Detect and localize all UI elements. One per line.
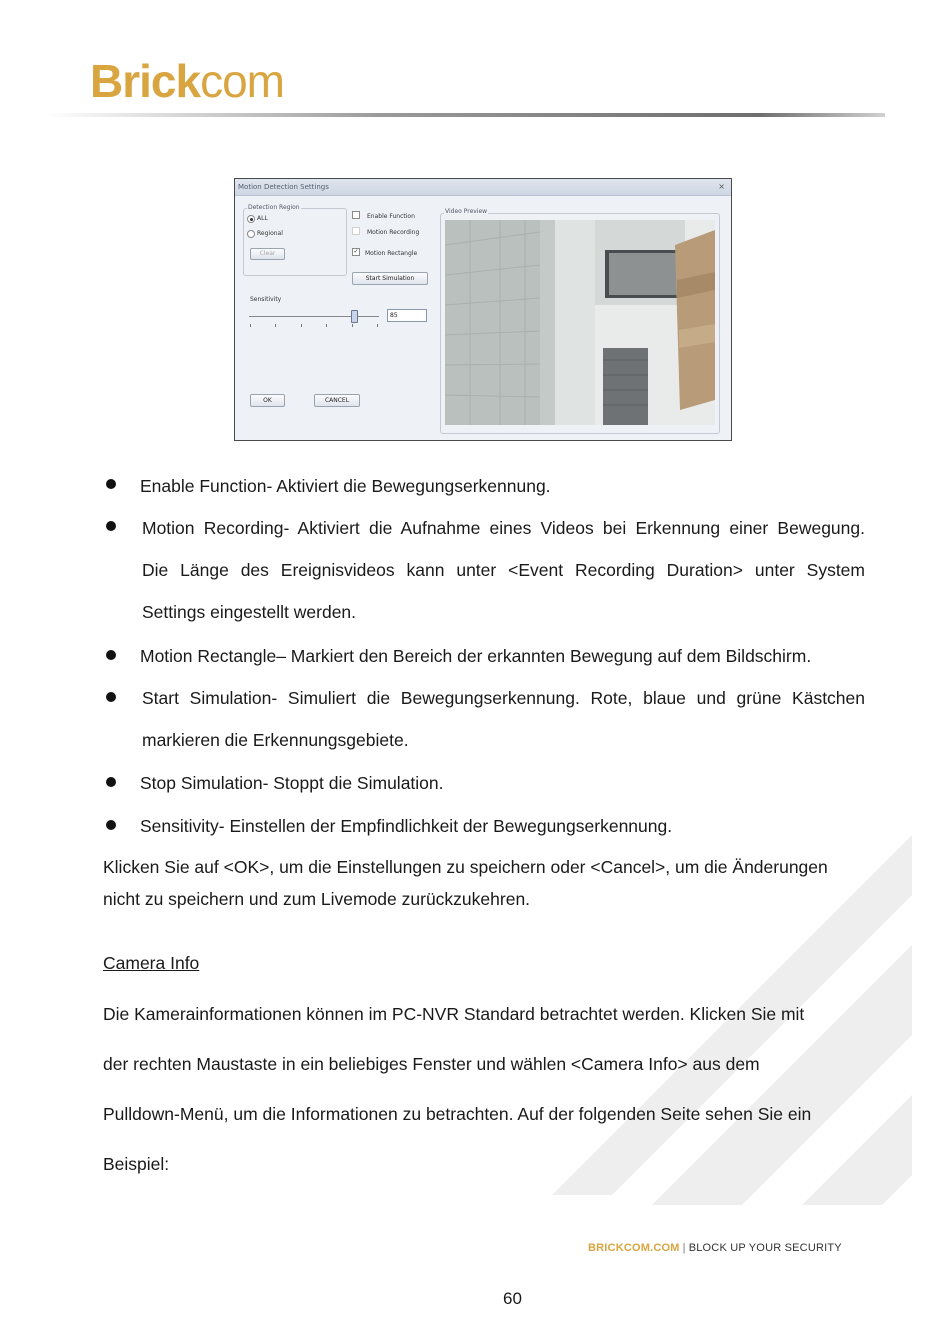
motion-rectangle-checkbox[interactable]: ✓ — [353, 248, 359, 255]
sensitivity-label: Sensitivity — [250, 296, 282, 303]
slider-tick — [301, 324, 302, 327]
sensitivity-slider-thumb[interactable] — [351, 310, 358, 323]
bullet-icon — [106, 820, 116, 830]
sensitivity-input[interactable]: 85 — [387, 309, 427, 322]
list-item: Motion Rectangle– Markiert den Bereich der erkannten Bewegung auf dem Bildschirm. — [140, 646, 812, 666]
enable-function-label: Enable Function — [367, 213, 415, 220]
radio-regional-label: Regional — [257, 230, 283, 237]
clear-button[interactable]: Clear — [250, 248, 285, 260]
list-item: Enable Function- Aktiviert die Bewegungserkennung. — [140, 476, 551, 496]
start-simulation-button[interactable]: Start Simulation — [352, 272, 428, 285]
list-item: Motion Recording- Aktiviert die Aufnahme eines Videos bei Erkennung einer Bewegung. — [142, 518, 865, 538]
list-item-continuation: Settings eingestellt werden. — [142, 602, 357, 622]
slider-tick — [377, 324, 378, 327]
background-watermark — [552, 835, 912, 1225]
page-number: 60 — [503, 1289, 522, 1308]
dialog-title: Motion Detection Settings — [238, 183, 329, 191]
footer-site: BRICKCOM.COM — [588, 1242, 680, 1254]
list-item: Stop Simulation- Stoppt die Simulation. — [140, 773, 444, 793]
section-paragraph-line: Beispiel: — [103, 1154, 170, 1174]
cancel-button[interactable]: CANCEL — [314, 394, 360, 407]
closing-paragraph-line: Klicken Sie auf <OK>, um die Einstellungen zu speichern oder <Cancel>, um die Änderungen — [103, 857, 828, 877]
motion-recording-checkbox[interactable] — [352, 227, 360, 235]
bullet-icon — [106, 650, 116, 660]
section-paragraph-line: Die Kamerainformationen können im PC-NVR Standard betrachtet werden. Klicken Sie mit — [103, 1004, 805, 1024]
slider-tick — [250, 324, 251, 327]
logo-bold-text: Brick — [90, 55, 201, 107]
slider-tick — [275, 324, 276, 327]
footer-brand — [588, 1242, 842, 1254]
sensitivity-slider-track[interactable] — [249, 316, 379, 317]
slider-tick — [326, 324, 327, 327]
bullet-icon — [106, 777, 116, 787]
closing-paragraph-line: nicht zu speichern und zum Livemode zurückzukehren. — [103, 889, 531, 909]
bullet-icon — [106, 521, 116, 531]
radio-regional[interactable] — [247, 230, 255, 238]
detection-region-title: Detection Region — [248, 204, 300, 211]
motion-detection-dialog — [234, 178, 732, 441]
video-preview-title: Video Preview — [445, 208, 488, 215]
ok-button[interactable]: OK — [250, 394, 285, 407]
list-item-continuation: Die Länge des Ereignisvideos kann unter <Event Recording Duration> unter System — [142, 560, 865, 580]
logo-light-text: com — [200, 55, 284, 107]
slider-tick — [352, 324, 353, 327]
footer-separator: | — [682, 1242, 686, 1254]
bullet-icon — [106, 692, 116, 702]
footer-tagline: BLOCK UP YOUR SECURITY — [688, 1242, 842, 1254]
list-item-continuation: markieren die Erkennungsgebiete. — [142, 730, 409, 750]
dialog-titlebar — [235, 179, 731, 196]
motion-rectangle-label: Motion Rectangle — [365, 250, 418, 257]
section-paragraph-line: der rechten Maustaste in ein beliebiges Fenster und wählen <Camera Info> aus dem — [103, 1054, 760, 1074]
brickcom-logo — [90, 55, 284, 107]
radio-all[interactable] — [247, 215, 255, 223]
list-item: Sensitivity- Einstellen der Empfindlichkeit der Bewegungserkennung. — [140, 816, 673, 836]
close-icon[interactable]: × — [718, 182, 725, 191]
motion-recording-label: Motion Recording — [367, 229, 420, 236]
list-item: Start Simulation- Simuliert die Bewegungserkennung. Rote, blaue und grüne Kästchen — [142, 688, 865, 708]
header-rule — [45, 113, 885, 117]
section-paragraph-line: Pulldown-Menü, um die Informationen zu betrachten. Auf der folgenden Seite sehen Sie ein — [103, 1104, 812, 1124]
bullet-icon — [106, 479, 116, 489]
section-heading: Camera Info — [103, 953, 200, 973]
radio-all-label: ALL — [257, 215, 268, 222]
video-preview-image — [445, 220, 715, 425]
enable-function-checkbox[interactable] — [352, 211, 360, 219]
